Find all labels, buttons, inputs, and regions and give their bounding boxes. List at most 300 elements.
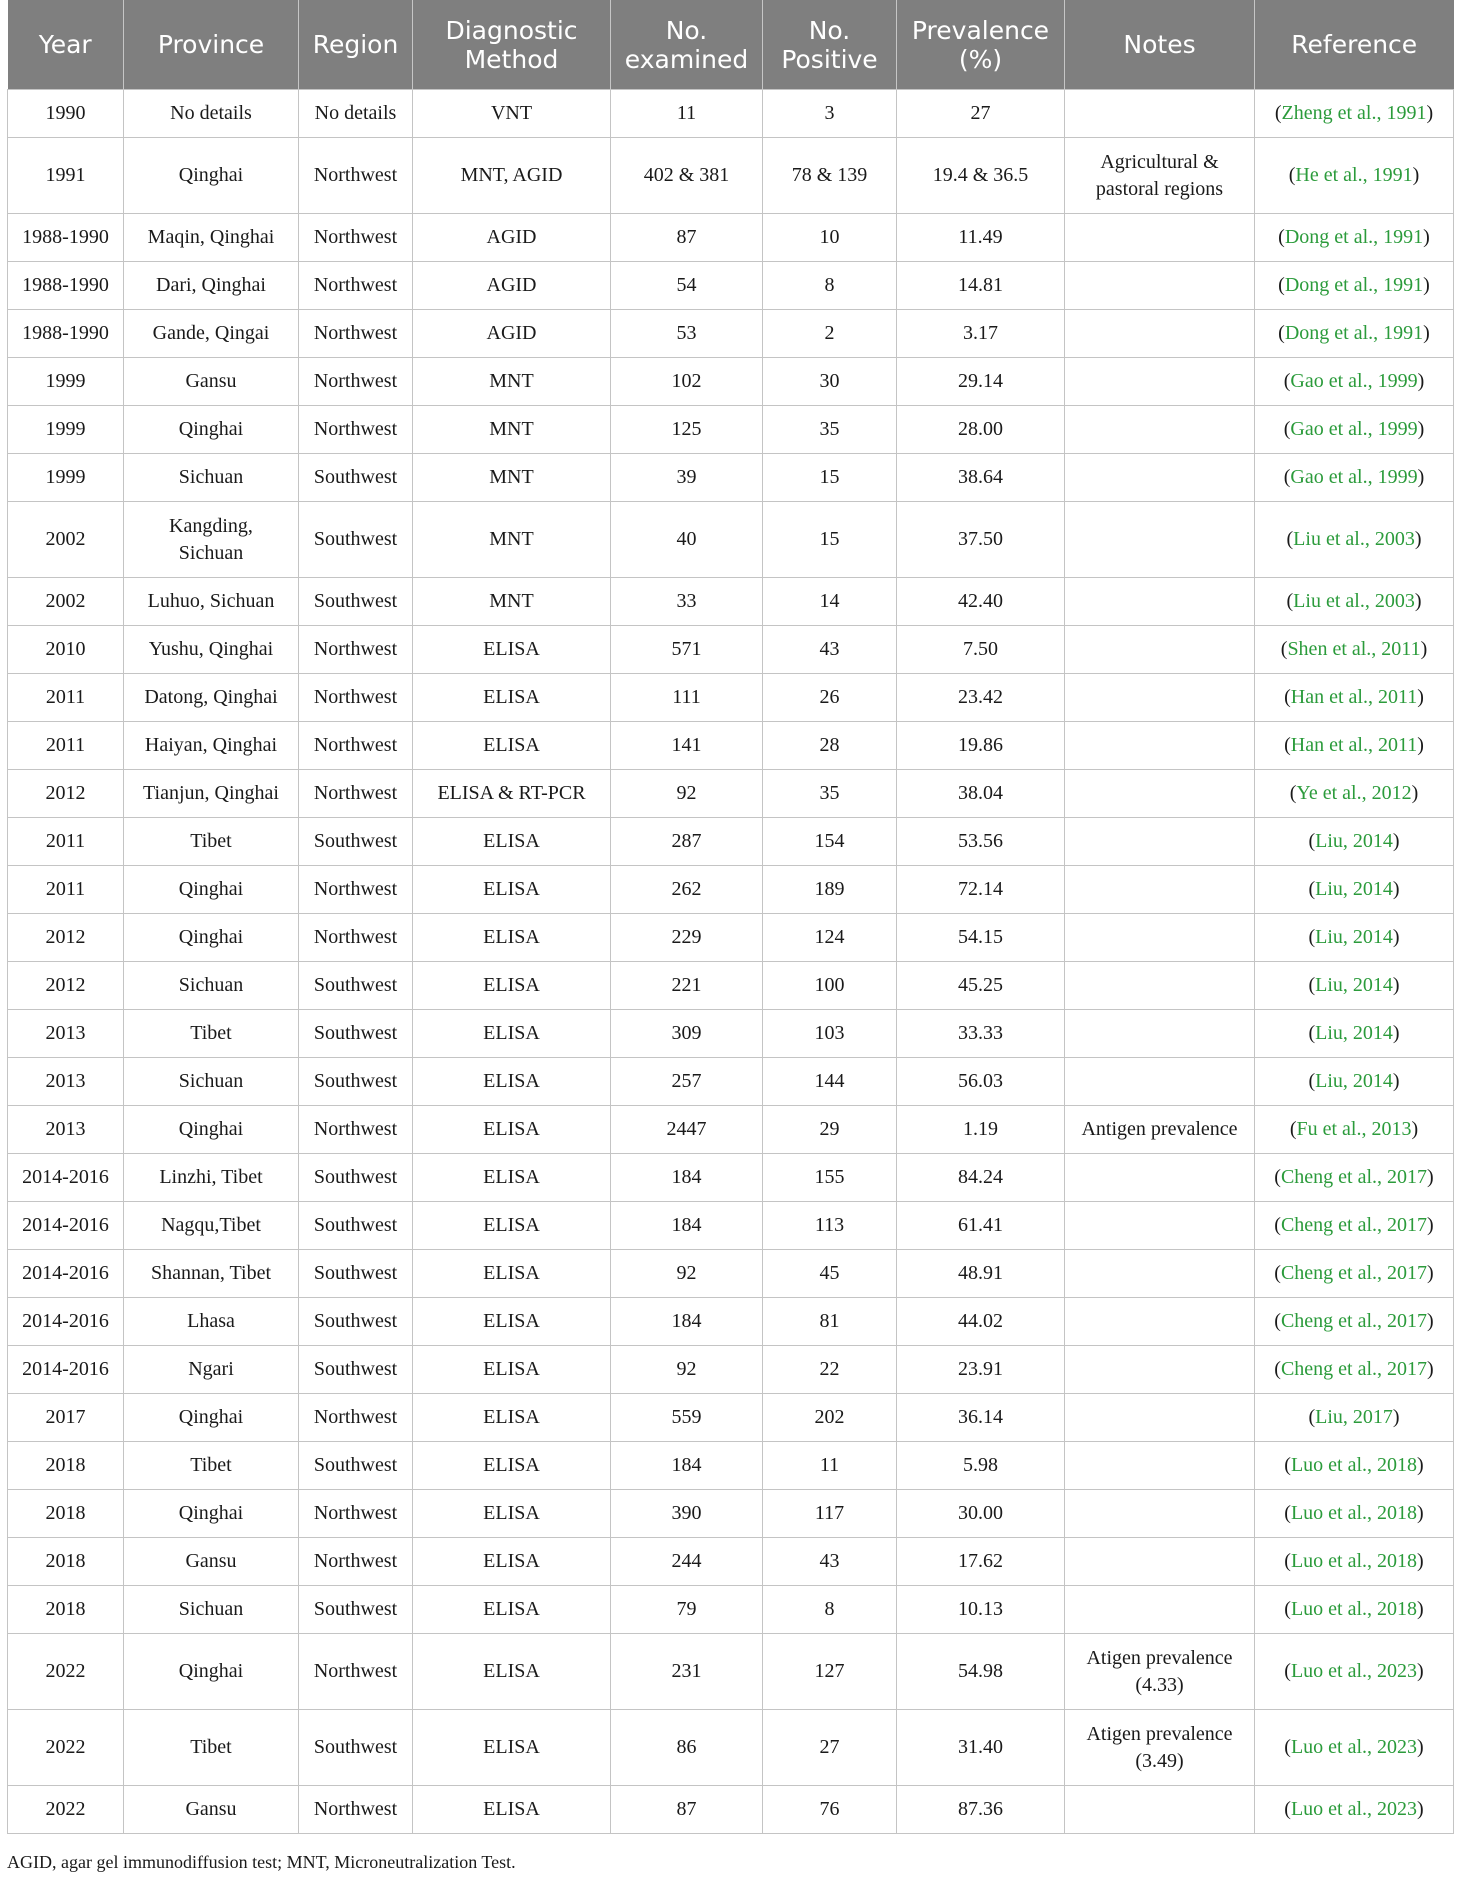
cell-province: Qinghai (124, 1634, 299, 1710)
table-row (8, 1154, 1454, 1202)
cell-notes (1065, 406, 1255, 454)
cell-province: Luhuo, Sichuan (124, 578, 299, 626)
cell-reference: (Liu, 2017) (1255, 1394, 1454, 1442)
reference-link[interactable]: Ye et al., 2012 (1296, 782, 1412, 804)
cell-positive: 117 (763, 1490, 897, 1538)
table-row (8, 358, 1454, 406)
cell-notes (1065, 914, 1255, 962)
cell-reference: (Ye et al., 2012) (1255, 770, 1454, 818)
cell-region: Northwest (299, 1490, 413, 1538)
table-row (8, 262, 1454, 310)
reference-link[interactable]: Luo et al., 2023 (1290, 1660, 1418, 1682)
cell-notes (1065, 262, 1255, 310)
cell-notes (1065, 1490, 1255, 1538)
cell-method: ELISA (413, 1394, 611, 1442)
cell-prevalence: 54.15 (897, 914, 1065, 962)
cell-region: Northwest (299, 866, 413, 914)
cell-reference: (Liu et al., 2003) (1255, 502, 1454, 578)
cell-reference: (Cheng et al., 2017) (1255, 1154, 1454, 1202)
table-row (8, 626, 1454, 674)
cell-year: 2013 (8, 1010, 124, 1058)
cell-region: Northwest (299, 914, 413, 962)
cell-method: AGID (413, 262, 611, 310)
prevalence-table (7, 0, 1454, 1834)
cell-notes (1065, 454, 1255, 502)
cell-year: 2013 (8, 1058, 124, 1106)
cell-reference: (Gao et al., 1999) (1255, 406, 1454, 454)
cell-method: ELISA (413, 962, 611, 1010)
cell-method: ELISA (413, 866, 611, 914)
cell-method: ELISA (413, 674, 611, 722)
cell-notes (1065, 578, 1255, 626)
cell-province: Yushu, Qinghai (124, 626, 299, 674)
cell-positive: 155 (763, 1154, 897, 1202)
header-no-examined: No. examined (611, 0, 763, 90)
cell-notes (1065, 818, 1255, 866)
cell-province: Kangding, Sichuan (124, 502, 299, 578)
cell-prevalence: 23.91 (897, 1346, 1065, 1394)
table-row (8, 1442, 1454, 1490)
reference-link[interactable]: Liu, 2014 (1315, 1070, 1393, 1092)
cell-year: 2022 (8, 1786, 124, 1834)
cell-examined: 559 (611, 1394, 763, 1442)
cell-method: ELISA (413, 1154, 611, 1202)
cell-prevalence: 7.50 (897, 626, 1065, 674)
cell-method: ELISA (413, 1202, 611, 1250)
cell-region: Southwest (299, 1298, 413, 1346)
cell-notes (1065, 1442, 1255, 1490)
reference-link[interactable]: Dong et al., 1991 (1284, 322, 1424, 344)
reference-link[interactable]: Liu, 2014 (1315, 878, 1393, 900)
cell-prevalence: 56.03 (897, 1058, 1065, 1106)
cell-examined: 287 (611, 818, 763, 866)
cell-region: Southwest (299, 1586, 413, 1634)
cell-notes: Atigen prevalence (4.33) (1065, 1634, 1255, 1710)
cell-reference: (Dong et al., 1991) (1255, 214, 1454, 262)
cell-region: No details (299, 90, 413, 138)
reference-link[interactable]: Dong et al., 1991 (1284, 274, 1424, 296)
cell-positive: 14 (763, 578, 897, 626)
cell-positive: 22 (763, 1346, 897, 1394)
cell-reference: (Liu, 2014) (1255, 914, 1454, 962)
cell-method: ELISA (413, 1346, 611, 1394)
table-row (8, 1538, 1454, 1586)
cell-reference: (Cheng et al., 2017) (1255, 1346, 1454, 1394)
cell-positive: 81 (763, 1298, 897, 1346)
table-footnote: AGID, agar gel immunodiffusion test; MNT, Microneutralization Test. (7, 1852, 516, 1872)
cell-notes (1065, 1202, 1255, 1250)
cell-method: ELISA (413, 1058, 611, 1106)
cell-province: Qinghai (124, 406, 299, 454)
cell-province: Tibet (124, 1442, 299, 1490)
table-row (8, 962, 1454, 1010)
table-container (7, 0, 1453, 1834)
table-row (8, 1010, 1454, 1058)
cell-year: 2011 (8, 722, 124, 770)
reference-link[interactable]: Liu, 2017 (1315, 1406, 1393, 1428)
cell-province: Tibet (124, 1710, 299, 1786)
cell-prevalence: 84.24 (897, 1154, 1065, 1202)
cell-positive: 43 (763, 1538, 897, 1586)
cell-year: 1991 (8, 138, 124, 214)
cell-examined: 184 (611, 1202, 763, 1250)
cell-notes (1065, 626, 1255, 674)
cell-notes (1065, 866, 1255, 914)
cell-method: ELISA (413, 626, 611, 674)
cell-region: Southwest (299, 818, 413, 866)
cell-year: 1999 (8, 406, 124, 454)
cell-method: ELISA (413, 1106, 611, 1154)
reference-link[interactable]: Luo et al., 2018 (1290, 1454, 1418, 1476)
cell-reference: (Luo et al., 2018) (1255, 1538, 1454, 1586)
cell-notes (1065, 1250, 1255, 1298)
cell-notes (1065, 502, 1255, 578)
reference-link[interactable]: Luo et al., 2023 (1290, 1736, 1418, 1758)
reference-link[interactable]: Liu, 2014 (1315, 830, 1393, 852)
cell-region: Northwest (299, 674, 413, 722)
reference-link[interactable]: Gao et al., 1999 (1290, 418, 1418, 440)
cell-examined: 221 (611, 962, 763, 1010)
cell-notes (1065, 90, 1255, 138)
cell-method: MNT (413, 578, 611, 626)
reference-link[interactable]: Cheng et al., 2017 (1280, 1262, 1428, 1284)
cell-examined: 184 (611, 1298, 763, 1346)
reference-link[interactable]: Han et al., 2011 (1290, 686, 1418, 708)
cell-prevalence: 5.98 (897, 1442, 1065, 1490)
cell-positive: 3 (763, 90, 897, 138)
cell-province: Qinghai (124, 138, 299, 214)
cell-notes (1065, 1346, 1255, 1394)
cell-prevalence: 14.81 (897, 262, 1065, 310)
cell-province: Sichuan (124, 962, 299, 1010)
cell-prevalence: 3.17 (897, 310, 1065, 358)
header-notes: Notes (1065, 0, 1255, 90)
cell-province: Haiyan, Qinghai (124, 722, 299, 770)
cell-prevalence: 45.25 (897, 962, 1065, 1010)
cell-region: Northwest (299, 1786, 413, 1834)
cell-method: ELISA (413, 1010, 611, 1058)
cell-examined: 87 (611, 1786, 763, 1834)
cell-province: Ngari (124, 1346, 299, 1394)
cell-examined: 184 (611, 1154, 763, 1202)
header-prevalence: Prevalence (%) (897, 0, 1065, 90)
cell-year: 2013 (8, 1106, 124, 1154)
header-no-positive: No. Positive (763, 0, 897, 90)
cell-year: 1988-1990 (8, 310, 124, 358)
cell-notes (1065, 1010, 1255, 1058)
table-row (8, 1634, 1454, 1710)
cell-year: 2018 (8, 1586, 124, 1634)
header-reference: Reference (1255, 0, 1454, 90)
cell-positive: 78 & 139 (763, 138, 897, 214)
cell-prevalence: 37.50 (897, 502, 1065, 578)
cell-examined: 111 (611, 674, 763, 722)
cell-region: Northwest (299, 1106, 413, 1154)
cell-examined: 229 (611, 914, 763, 962)
cell-examined: 92 (611, 1346, 763, 1394)
reference-link[interactable]: Fu et al., 2013 (1296, 1118, 1412, 1140)
cell-year: 2002 (8, 502, 124, 578)
cell-province: Gansu (124, 1786, 299, 1834)
cell-examined: 257 (611, 1058, 763, 1106)
cell-prevalence: 87.36 (897, 1786, 1065, 1834)
cell-prevalence: 1.19 (897, 1106, 1065, 1154)
cell-notes: Agricultural & pastoral regions (1065, 138, 1255, 214)
cell-province: Qinghai (124, 914, 299, 962)
cell-province: Qinghai (124, 866, 299, 914)
header-diagnostic-method: Diagnostic Method (413, 0, 611, 90)
cell-region: Southwest (299, 1202, 413, 1250)
cell-method: ELISA (413, 1250, 611, 1298)
cell-prevalence: 48.91 (897, 1250, 1065, 1298)
cell-method: MNT (413, 454, 611, 502)
reference-link[interactable]: Liu, 2014 (1315, 1022, 1393, 1044)
reference-link[interactable]: Liu, 2014 (1315, 926, 1393, 948)
cell-positive: 43 (763, 626, 897, 674)
header-region: Region (299, 0, 413, 90)
table-row (8, 1058, 1454, 1106)
cell-reference: (Cheng et al., 2017) (1255, 1202, 1454, 1250)
cell-positive: 45 (763, 1250, 897, 1298)
cell-reference: (Dong et al., 1991) (1255, 310, 1454, 358)
cell-province: Lhasa (124, 1298, 299, 1346)
reference-link[interactable]: Liu et al., 2003 (1293, 528, 1415, 550)
cell-positive: 28 (763, 722, 897, 770)
header-province: Province (124, 0, 299, 90)
cell-positive: 100 (763, 962, 897, 1010)
cell-region: Southwest (299, 502, 413, 578)
cell-year: 2010 (8, 626, 124, 674)
cell-examined: 244 (611, 1538, 763, 1586)
cell-positive: 154 (763, 818, 897, 866)
cell-region: Northwest (299, 1394, 413, 1442)
reference-link[interactable]: Cheng et al., 2017 (1280, 1358, 1428, 1380)
cell-prevalence: 11.49 (897, 214, 1065, 262)
cell-examined: 571 (611, 626, 763, 674)
cell-province: Linzhi, Tibet (124, 1154, 299, 1202)
table-row (8, 1586, 1454, 1634)
cell-prevalence: 36.14 (897, 1394, 1065, 1442)
table-row (8, 1710, 1454, 1786)
cell-year: 1999 (8, 454, 124, 502)
cell-examined: 309 (611, 1010, 763, 1058)
cell-province: Qinghai (124, 1394, 299, 1442)
cell-method: ELISA (413, 1586, 611, 1634)
cell-method: AGID (413, 310, 611, 358)
cell-method: MNT (413, 358, 611, 406)
cell-region: Southwest (299, 1346, 413, 1394)
cell-year: 1988-1990 (8, 214, 124, 262)
cell-positive: 15 (763, 454, 897, 502)
cell-region: Southwest (299, 1058, 413, 1106)
cell-region: Northwest (299, 310, 413, 358)
table-row (8, 1786, 1454, 1834)
cell-prevalence: 28.00 (897, 406, 1065, 454)
cell-province: No details (124, 90, 299, 138)
cell-notes (1065, 1058, 1255, 1106)
cell-examined: 53 (611, 310, 763, 358)
cell-examined: 79 (611, 1586, 763, 1634)
cell-method: MNT (413, 502, 611, 578)
cell-prevalence: 29.14 (897, 358, 1065, 406)
table-row (8, 914, 1454, 962)
cell-reference: (Luo et al., 2023) (1255, 1786, 1454, 1834)
table-row (8, 1490, 1454, 1538)
table-row (8, 1250, 1454, 1298)
reference-link[interactable]: Cheng et al., 2017 (1280, 1166, 1428, 1188)
table-row (8, 770, 1454, 818)
cell-positive: 35 (763, 770, 897, 818)
table-row (8, 1298, 1454, 1346)
table-row (8, 454, 1454, 502)
table-row (8, 818, 1454, 866)
cell-examined: 11 (611, 90, 763, 138)
cell-examined: 92 (611, 1250, 763, 1298)
cell-notes: Antigen prevalence (1065, 1106, 1255, 1154)
table-row (8, 674, 1454, 722)
cell-examined: 87 (611, 214, 763, 262)
cell-year: 2018 (8, 1490, 124, 1538)
reference-link[interactable]: Luo et al., 2018 (1290, 1502, 1418, 1524)
cell-year: 2022 (8, 1634, 124, 1710)
table-row (8, 866, 1454, 914)
cell-reference: (Luo et al., 2023) (1255, 1634, 1454, 1710)
cell-positive: 10 (763, 214, 897, 262)
cell-region: Northwest (299, 1538, 413, 1586)
cell-region: Northwest (299, 262, 413, 310)
cell-prevalence: 10.13 (897, 1586, 1065, 1634)
cell-examined: 231 (611, 1634, 763, 1710)
table-row (8, 1106, 1454, 1154)
cell-positive: 127 (763, 1634, 897, 1710)
cell-year: 2022 (8, 1710, 124, 1786)
cell-province: Sichuan (124, 454, 299, 502)
cell-reference: (Luo et al., 2018) (1255, 1586, 1454, 1634)
cell-year: 1999 (8, 358, 124, 406)
cell-notes (1065, 722, 1255, 770)
cell-positive: 124 (763, 914, 897, 962)
cell-positive: 189 (763, 866, 897, 914)
reference-link[interactable]: Luo et al., 2018 (1290, 1598, 1418, 1620)
table-row (8, 722, 1454, 770)
table-row (8, 1394, 1454, 1442)
cell-method: ELISA (413, 1786, 611, 1834)
cell-examined: 86 (611, 1710, 763, 1786)
cell-positive: 103 (763, 1010, 897, 1058)
cell-reference: (Cheng et al., 2017) (1255, 1250, 1454, 1298)
cell-notes: Atigen prevalence (3.49) (1065, 1710, 1255, 1786)
cell-positive: 27 (763, 1710, 897, 1786)
table-row (8, 138, 1454, 214)
table-row (8, 214, 1454, 262)
cell-examined: 92 (611, 770, 763, 818)
cell-examined: 402 & 381 (611, 138, 763, 214)
cell-province: Maqin, Qinghai (124, 214, 299, 262)
table-row (8, 1202, 1454, 1250)
cell-reference: (Luo et al., 2018) (1255, 1490, 1454, 1538)
cell-prevalence: 19.4 & 36.5 (897, 138, 1065, 214)
cell-province: Dari, Qinghai (124, 262, 299, 310)
reference-link[interactable]: He et al., 1991 (1295, 164, 1413, 186)
reference-link[interactable]: Luo et al., 2018 (1290, 1550, 1418, 1572)
cell-method: ELISA & RT-PCR (413, 770, 611, 818)
cell-year: 2014-2016 (8, 1298, 124, 1346)
cell-reference: (Han et al., 2011) (1255, 674, 1454, 722)
cell-examined: 390 (611, 1490, 763, 1538)
cell-notes (1065, 214, 1255, 262)
cell-prevalence: 61.41 (897, 1202, 1065, 1250)
cell-region: Southwest (299, 1710, 413, 1786)
reference-link[interactable]: Cheng et al., 2017 (1280, 1214, 1428, 1236)
cell-notes (1065, 674, 1255, 722)
cell-prevalence: 38.64 (897, 454, 1065, 502)
cell-prevalence: 27 (897, 90, 1065, 138)
cell-region: Northwest (299, 722, 413, 770)
reference-link[interactable]: Liu, 2014 (1315, 974, 1393, 996)
cell-year: 2011 (8, 866, 124, 914)
table-row (8, 310, 1454, 358)
table-row (8, 578, 1454, 626)
cell-examined: 184 (611, 1442, 763, 1490)
cell-method: ELISA (413, 1538, 611, 1586)
reference-link[interactable]: Liu et al., 2003 (1293, 590, 1415, 612)
cell-year: 2017 (8, 1394, 124, 1442)
cell-region: Southwest (299, 454, 413, 502)
cell-positive: 144 (763, 1058, 897, 1106)
cell-method: ELISA (413, 1634, 611, 1710)
cell-positive: 29 (763, 1106, 897, 1154)
cell-province: Tibet (124, 1010, 299, 1058)
reference-link[interactable]: Luo et al., 2023 (1290, 1798, 1418, 1820)
cell-examined: 125 (611, 406, 763, 454)
cell-region: Southwest (299, 1250, 413, 1298)
cell-year: 2014-2016 (8, 1154, 124, 1202)
cell-positive: 8 (763, 1586, 897, 1634)
cell-positive: 11 (763, 1442, 897, 1490)
cell-positive: 76 (763, 1786, 897, 1834)
cell-reference: (Gao et al., 1999) (1255, 454, 1454, 502)
cell-examined: 39 (611, 454, 763, 502)
reference-link[interactable]: Dong et al., 1991 (1284, 226, 1424, 248)
cell-province: Tianjun, Qinghai (124, 770, 299, 818)
cell-notes (1065, 1538, 1255, 1586)
cell-prevalence: 42.40 (897, 578, 1065, 626)
reference-link[interactable]: Gao et al., 1999 (1290, 466, 1418, 488)
cell-year: 2014-2016 (8, 1202, 124, 1250)
cell-examined: 102 (611, 358, 763, 406)
cell-province: Gansu (124, 1538, 299, 1586)
cell-year: 2011 (8, 674, 124, 722)
cell-examined: 40 (611, 502, 763, 578)
cell-year: 2012 (8, 914, 124, 962)
cell-notes (1065, 310, 1255, 358)
reference-link[interactable]: Han et al., 2011 (1290, 734, 1418, 756)
cell-positive: 202 (763, 1394, 897, 1442)
cell-examined: 2447 (611, 1106, 763, 1154)
cell-method: ELISA (413, 1298, 611, 1346)
cell-region: Northwest (299, 138, 413, 214)
cell-province: Qinghai (124, 1106, 299, 1154)
cell-year: 1990 (8, 90, 124, 138)
reference-link[interactable]: Shen et al., 2011 (1287, 638, 1421, 660)
reference-link[interactable]: Zheng et al., 1991 (1281, 102, 1427, 124)
cell-positive: 113 (763, 1202, 897, 1250)
cell-region: Southwest (299, 962, 413, 1010)
cell-method: ELISA (413, 1490, 611, 1538)
cell-year: 2018 (8, 1538, 124, 1586)
reference-link[interactable]: Cheng et al., 2017 (1280, 1310, 1428, 1332)
reference-link[interactable]: Gao et al., 1999 (1290, 370, 1418, 392)
